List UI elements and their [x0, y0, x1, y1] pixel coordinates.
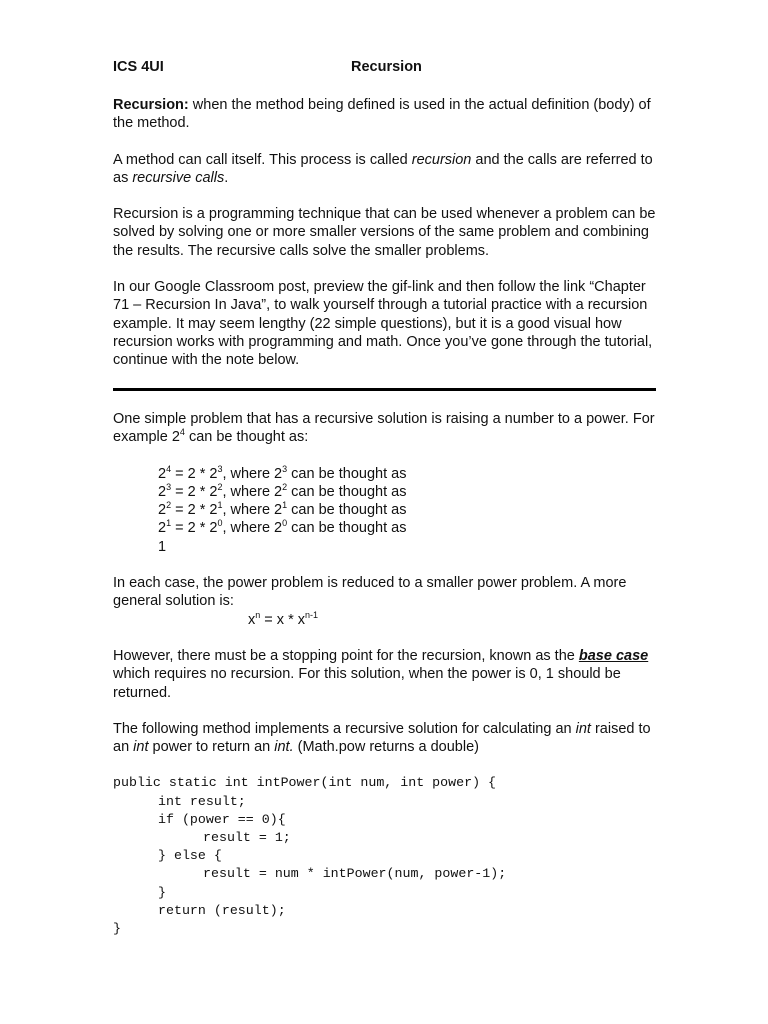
- text-run: raised to an: [113, 720, 651, 756]
- italic-int: int: [575, 720, 591, 737]
- italic-recursion: recursion: [411, 151, 472, 168]
- superscript: 1: [217, 500, 223, 511]
- superscript: 2: [166, 500, 172, 511]
- note-section: [113, 410, 658, 938]
- power-intro-paragraph: [113, 410, 658, 447]
- text-run: which requires no recursion. For this solution, when the power is 0, 1 should be returned.: [113, 666, 621, 701]
- superscript: 4: [179, 427, 185, 438]
- code-line: result = num * intPower(num, power-1);: [203, 866, 507, 882]
- code-line: } else {: [158, 848, 222, 864]
- code-block: [113, 774, 658, 938]
- example-line: [158, 483, 658, 501]
- document-header: [113, 58, 658, 78]
- text-run: , where 2: [222, 483, 283, 500]
- text-run: , where 2: [222, 520, 283, 537]
- text-run: can be thought as:: [184, 429, 309, 446]
- power-examples: [158, 465, 658, 556]
- text-run: , where 2: [222, 502, 283, 519]
- text-run: , where 2: [222, 465, 283, 482]
- superscript: 4: [166, 463, 172, 474]
- example-line: [158, 519, 658, 537]
- text-run: = 2 * 2: [171, 465, 218, 482]
- code-line: result = 1;: [203, 830, 291, 846]
- definition-paragraph: [113, 96, 658, 133]
- example-line: [158, 501, 658, 519]
- method-intro-paragraph: [113, 720, 658, 757]
- superscript: 2: [217, 481, 223, 492]
- text-run: 2: [158, 483, 167, 500]
- italic-int: int: [133, 739, 149, 756]
- text-run: x: [248, 611, 256, 628]
- recursion-call-paragraph: [113, 151, 658, 188]
- reduced-paragraph: In each case, the power problem is reduced to a smaller power problem. A more general solution is:: [113, 575, 627, 610]
- text-run: can be thought as: [287, 520, 407, 537]
- code-line: }: [113, 921, 121, 937]
- text-run: = 2 * 2: [171, 483, 218, 500]
- text-run: (Math.pow returns a double): [293, 739, 479, 756]
- text-run: 2: [158, 520, 167, 537]
- italic-int: int.: [274, 739, 294, 756]
- text-run: However, there must be a stopping point for the recursion, known as the: [113, 647, 579, 664]
- superscript: 0: [282, 518, 288, 529]
- superscript: n: [255, 609, 261, 620]
- superscript: 1: [282, 500, 288, 511]
- base-case-term: base case: [578, 647, 649, 664]
- text-run: = 2 * 2: [171, 502, 218, 519]
- text-run: One simple problem that has a recursive solution is raising a number to a power. For example 2: [113, 411, 655, 446]
- general-formula: [248, 611, 658, 629]
- example-line: [158, 465, 658, 483]
- text-run: 2: [158, 502, 167, 519]
- horizontal-divider: [113, 388, 656, 391]
- definition-term: Recursion:: [113, 97, 189, 113]
- superscript: 1: [166, 518, 172, 529]
- superscript: 3: [166, 481, 172, 492]
- tutorial-paragraph: In our Google Classroom post, preview the gif-link and then follow the link “Chapter 71 – Recursion In Java”, to walk yourself through a tutorial practice with a recursion example. It may seem lengthy (22 simple questions), but it is a good visual how recursion works with programming and math. Once you’ve gone through the tutorial, continue with the note below.: [113, 279, 653, 369]
- superscript: 3: [282, 463, 288, 474]
- course-code: ICS 4UI: [113, 59, 164, 75]
- text-run: can be thought as: [287, 483, 407, 500]
- text-run: can be thought as: [287, 502, 407, 519]
- definition-text: when the method being defined is used in the actual definition (body) of the method.: [113, 97, 651, 132]
- code-line: int result;: [158, 793, 246, 809]
- text-run: = 2 * 2: [171, 520, 218, 537]
- code-line: return (result);: [158, 902, 286, 918]
- technique-paragraph: Recursion is a programming technique that can be used whenever a problem can be solved by solving one or more smaller versions of the same problem and combining the results. The recursive calls solve the smaller problems.: [113, 206, 656, 259]
- code-line: if (power == 0){: [158, 811, 286, 827]
- superscript: 2: [282, 481, 288, 492]
- text-run: The following method implements a recursive solution for calculating an: [113, 720, 576, 737]
- text-run: A method can call itself. This process is called: [113, 151, 412, 168]
- document-page: [113, 58, 658, 370]
- text-run: and the calls are referred to as: [113, 151, 653, 186]
- document-title: Recursion: [351, 59, 422, 75]
- superscript: n-1: [305, 609, 319, 620]
- superscript: 3: [217, 463, 223, 474]
- text-run: can be thought as: [287, 465, 407, 482]
- text-run: = x * x: [260, 611, 305, 628]
- code-line: public static int intPower(int num, int power) {: [113, 775, 497, 791]
- base-case-paragraph: [113, 647, 658, 702]
- superscript: 0: [217, 518, 223, 529]
- italic-recursive-calls: recursive calls: [132, 169, 225, 186]
- text-run: 2: [158, 465, 167, 482]
- text-run: power to return an: [148, 739, 275, 756]
- example-last-line: 1: [158, 538, 167, 555]
- code-line: }: [158, 884, 166, 900]
- text-run: .: [224, 169, 229, 186]
